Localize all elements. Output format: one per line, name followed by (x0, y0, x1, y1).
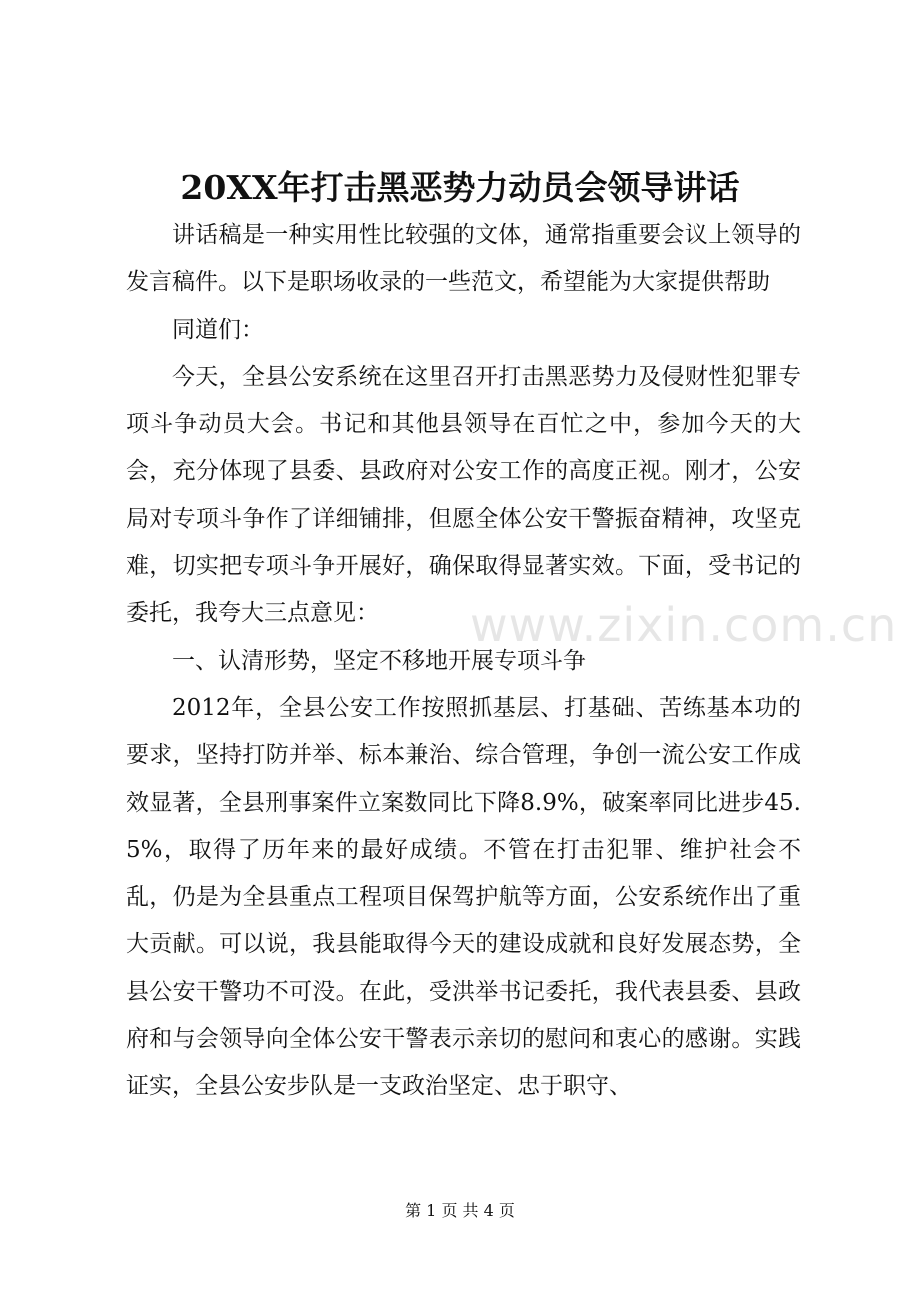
document-body (126, 212, 801, 1111)
opening-paragraph: 今天，全县公安系统在这里召开打击黑恶势力及侵财性犯罪专项斗争动员大会。书记和其他县领导在百忙之中，参加今天的大会，充分体现了县委、县政府对公安工作的高度正视。刚才，公安局对专项斗争作了详细铺排，但愿全体公安干警振奋精神，攻坚克难，切实把专项斗争开展好，确保取得显著实效。下面，受书记的委托，我夸大三点意见： (126, 363, 801, 627)
watermark-logo: www.zixin.com.cn (470, 598, 898, 652)
page-footer: 第 1 页 共 4 页 (405, 1201, 515, 1220)
body-paragraph: 2012年，全县公安工作按照抓基层、打基础、苦练基本功的要求，坚持打防并举、标本兼治、综合管理，争创一流公安工作成效显著，全县刑事案件立案数同比下降8.9%，破案率同比进步45.5%，取得了历年来的最好成绩。不管在打击犯罪、维护社会不乱，仍是为全县重点工程项目保驾护航等方面，公安系统作出了重大贡献。可以说，我县能取得今天的建设成就和良好发展态势，全县公安干警功不可没。在此，受洪举书记委托，我代表县委、县政府和与会领导向全体公安干警表示亲切的慰问和衷心的感谢。实践证实，全县公安步队是一支政治坚定、忠于职守、 (126, 694, 801, 1100)
salutation: 同道们： (172, 316, 264, 343)
section-heading: 一、认清形势，坚定不移地开展专项斗争 (172, 647, 586, 674)
document-title: 20XX年打击黑恶势力动员会领导讲话 (180, 168, 740, 207)
intro-paragraph: 讲话稿是一种实用性比较强的文体，通常指重要会议上领导的发言稿件。以下是职场收录的一些范文，希望能为大家提供帮助 (126, 222, 801, 296)
